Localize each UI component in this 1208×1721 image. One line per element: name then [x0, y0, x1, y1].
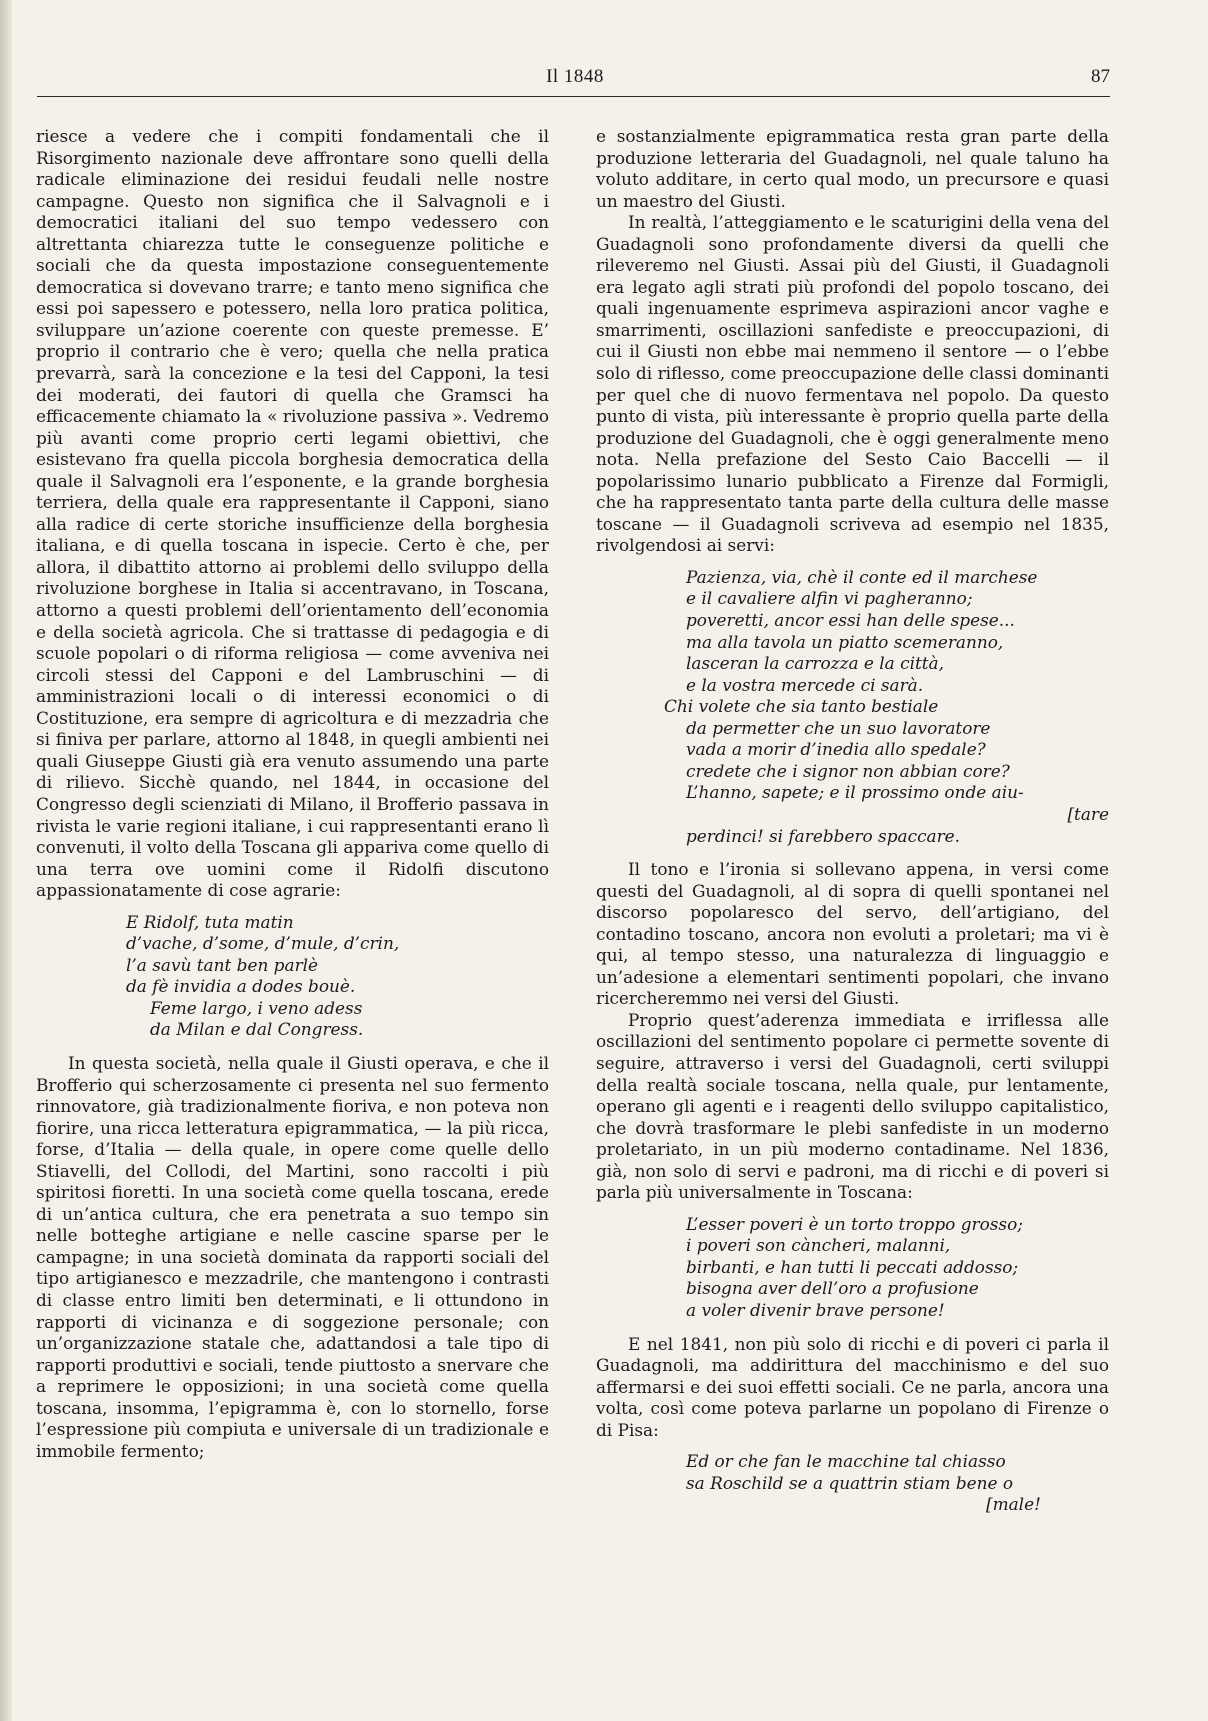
verse-line: vada a morir d’inedia allo spedale? [686, 739, 986, 760]
verse-line: lasceran la carrozza e la città, [686, 653, 944, 674]
verse-line: [male! [986, 1494, 1041, 1515]
verse-line: L’hanno, sapete; e il prossimo onde aiu- [686, 782, 1024, 803]
verse-guadagnoli-1836 [686, 1214, 1109, 1322]
verse-line: da permetter che un suo lavoratore [686, 717, 991, 738]
verse-line: da fè invidia a dodes bouè. [126, 976, 356, 997]
verse-line: Feme largo, i veno adess [150, 997, 363, 1018]
verse-line: Chi volete che sia tanto bestiale [664, 696, 939, 717]
verse-line: L’esser poveri è un torto troppo grosso; [686, 1213, 1023, 1234]
verse-brofferio [126, 912, 549, 1041]
header-rule [37, 96, 1110, 97]
right-column [596, 126, 1109, 1528]
verse-line: perdinci! si farebbero spaccare. [686, 825, 961, 846]
verse-line: i poveri son càncheri, malanni, [686, 1235, 951, 1256]
paragraph: e sostanzialmente epigrammatica resta gran parte della produzione letteraria del Guadagnoli, nel quale taluno ha voluto additare, in certo qual modo, un precursore e quasi un maestro del Giusti. [596, 126, 1109, 211]
verse-line: sa Roschild se a quattrin stiam bene o [686, 1472, 1014, 1493]
verse-line: e la vostra mercede ci sarà. [686, 674, 924, 695]
page-edge-shadow [0, 0, 12, 1721]
verse-line: poveretti, ancor essi han delle spese... [686, 610, 1015, 631]
paragraph: Il tono e l’ironia si sollevano appena, in versi come questi del Guadagnoli, al di sopra di quelli spontanei nel discorso popolaresco del servo, dell’artigiano, del contadino toscano, ancora non evoluti a proletari; ma vi è qui, al tempo stesso, una naturalezza di linguaggio e un’adesione a elementari sentimenti popolari, che invano ricercheremmo nei versi del Giusti. [596, 859, 1109, 1009]
verse-line: da Milan e dal Congress. [150, 1019, 364, 1040]
paragraph: E nel 1841, non più solo di ricchi e di poveri ci parla il Guadagnoli, ma addirittura del macchinismo e del suo affermarsi e dei suoi effetti sociali. Ce ne parla, ancora una volta, così come poteva parlarne un popolano di Firenze o di Pisa: [596, 1333, 1109, 1440]
verse-line: Ed or che fan le macchine tal chiasso [686, 1451, 1006, 1472]
verse-line: credete che i signor non abbian core? [686, 760, 1010, 781]
verse-line: E Ridolf, tuta matin [126, 911, 294, 932]
verse-line: Pazienza, via, chè il conte ed il marchese [686, 566, 1038, 587]
verse-guadagnoli-1841 [686, 1451, 1109, 1516]
verse-line: bisogna aver dell’oro a profusione [686, 1278, 979, 1299]
verse-line: ma alla tavola un piatto scemeranno, [686, 631, 1004, 652]
verse-line: [tare [1067, 803, 1109, 824]
verse-line: l’a savù tant ben parlè [126, 954, 319, 975]
verse-guadagnoli-1835 [664, 566, 1109, 847]
verse-line: birbanti, e han tutti li peccati addosso; [686, 1256, 1019, 1277]
page-header [40, 66, 1110, 92]
verse-line: e il cavaliere alfin vi pagheranno; [686, 588, 973, 609]
left-column [36, 126, 549, 1462]
running-title: Il 1848 [546, 66, 604, 87]
verse-line: a voler divenir brave persone! [686, 1299, 945, 1320]
paragraph: riesce a vedere che i compiti fondamentali che il Risorgimento nazionale deve affrontare sono quelli della radicale eliminazione dei residui feudali nelle nostre campagne. Questo non significa che il Salvagnoli e i democratici italiani del suo tempo vedessero con altrettanta chiarezza tutte le conseguenze politiche e sociali che da questa impostazione conseguentemente democratica si dovevano trarre; e tanto meno significa che essi poi sapessero e potessero, nella loro pratica politica, sviluppare un’azione coerente con queste premesse. E’ proprio il contrario che è vero; quella che nella pratica prevarrà, sarà la concezione e la tesi del Capponi, la tesi dei moderati, dei fautori di quella che Gramsci ha efficacemente chiamato la « rivoluzione passiva ». Vedremo più avanti come proprio certi legami obiettivi, che esistevano fra quella piccola borghesia democratica della quale il Salvagnoli era l’esponente, e la grande borghesia terriera, della quale era rappresentante il Capponi, siano alla radice di certe storiche insufficienze della borghesia italiana, e di quella toscana in ispecie. Certo è che, per allora, il dibattito attorno ai problemi dello sviluppo della rivoluzione borghese in Italia si accentravano, in Toscana, attorno a questi problemi dell’orientamento dell’economia e della società agricola. Che si trattasse di pedagogia e di scuole popolari o di riforma religiosa — come avveniva nei circoli stessi del Capponi e del Lambruschini — di amministrazioni locali o di interessi economici o di Costituzione, era sempre di agricoltura e di mezzadria che si finiva per parlare, attorno al 1848, in quegli ambienti nei quali Giuseppe Giusti già era venuto assumendo una parte di rilievo. Sicchè quando, nel 1844, in occasione del Congresso degli scienziati di Milano, il Brofferio passava in rivista le varie regioni italiane, i cui rappresentanti erano lì convenuti, il volto della Toscana gli appariva come quello di una terra ove uomini come il Ridolfi discutono appassionatamente di cose agrarie: [36, 126, 549, 901]
paragraph: Proprio quest’aderenza immediata e irriflessa alle oscillazioni del sentimento popolare ci permette sovente di seguire, attraverso i versi del Guadagnoli, certi sviluppi della realtà sociale toscana, nella quale, pur lentamente, operano gli agenti e i reagenti dello sviluppo capitalistico, che dovrà trasformare le plebi sanfediste in un moderno proletariato, in un più moderno contadiname. Nel 1836, già, non solo di servi e padroni, ma di ricchi e di poveri si parla più universalmente in Toscana: [596, 1009, 1109, 1203]
page-number: 87 [1091, 66, 1110, 87]
verse-line: d’vache, d’some, d’mule, d’crin, [126, 933, 400, 954]
paragraph: In questa società, nella quale il Giusti operava, e che il Brofferio qui scherzosamente ci presenta nel suo fermento rinnovatore, già tradizionalmente fioriva, e non poteva non fiorire, una ricca letteratura epigrammatica, — la più ricca, forse, d’Italia — della quale, in opere come quelle dello Stiavelli, del Collodi, del Martini, sono raccolti i più spiritosi fioretti. In una società come quella toscana, erede di un’antica cultura, che era penetrata a suo tempo sin nelle botteghe artigiane e nelle cascine sparse per le campagne; in una società dominata da rapporti sociali del tipo artigianesco e mezzadrile, che mantengono i contrasti di classe entro limiti ben determinati, e li ottundono in rapporti di vicinanza e di soggezione personale; con un’organizzazione statale che, adattandosi a tale tipo di rapporti produttivi e sociali, tende piuttosto a snervare che a reprimere le opposizioni; in una società come quella toscana, insomma, l’epigramma è, con lo stornello, forse l’espressione più compiuta e universale di un tradizionale e immobile fermento; [36, 1052, 549, 1461]
paragraph: In realtà, l’atteggiamento e le scaturigini della vena del Guadagnoli sono profondamente diversi da quelli che rileveremo nel Giusti. Assai più del Giusti, il Guadagnoli era legato agli strati più profondi del popolo toscano, dei quali ingenuamente esprimeva aspirazioni ancor vaghe e smarrimenti, oscillazioni sanfediste e preoccupazioni, di cui il Giusti non ebbe mai nemmeno il sentore — o l’ebbe solo di riflesso, come preoccupazione delle classi dominanti per quel che di nuovo fermentava nel popolo. Da questo punto di vista, più interessante è proprio quella parte della produzione del Guadagnoli, che è oggi generalmente meno nota. Nella prefazione del Sesto Caio Baccelli — il popolarissimo lunario pubblicato a Firenze dal Formigli, che ha rappresentato tanta parte della cultura delle masse toscane — il Guadagnoli scriveva ad esempio nel 1835, rivolgendosi ai servi: [596, 212, 1109, 556]
